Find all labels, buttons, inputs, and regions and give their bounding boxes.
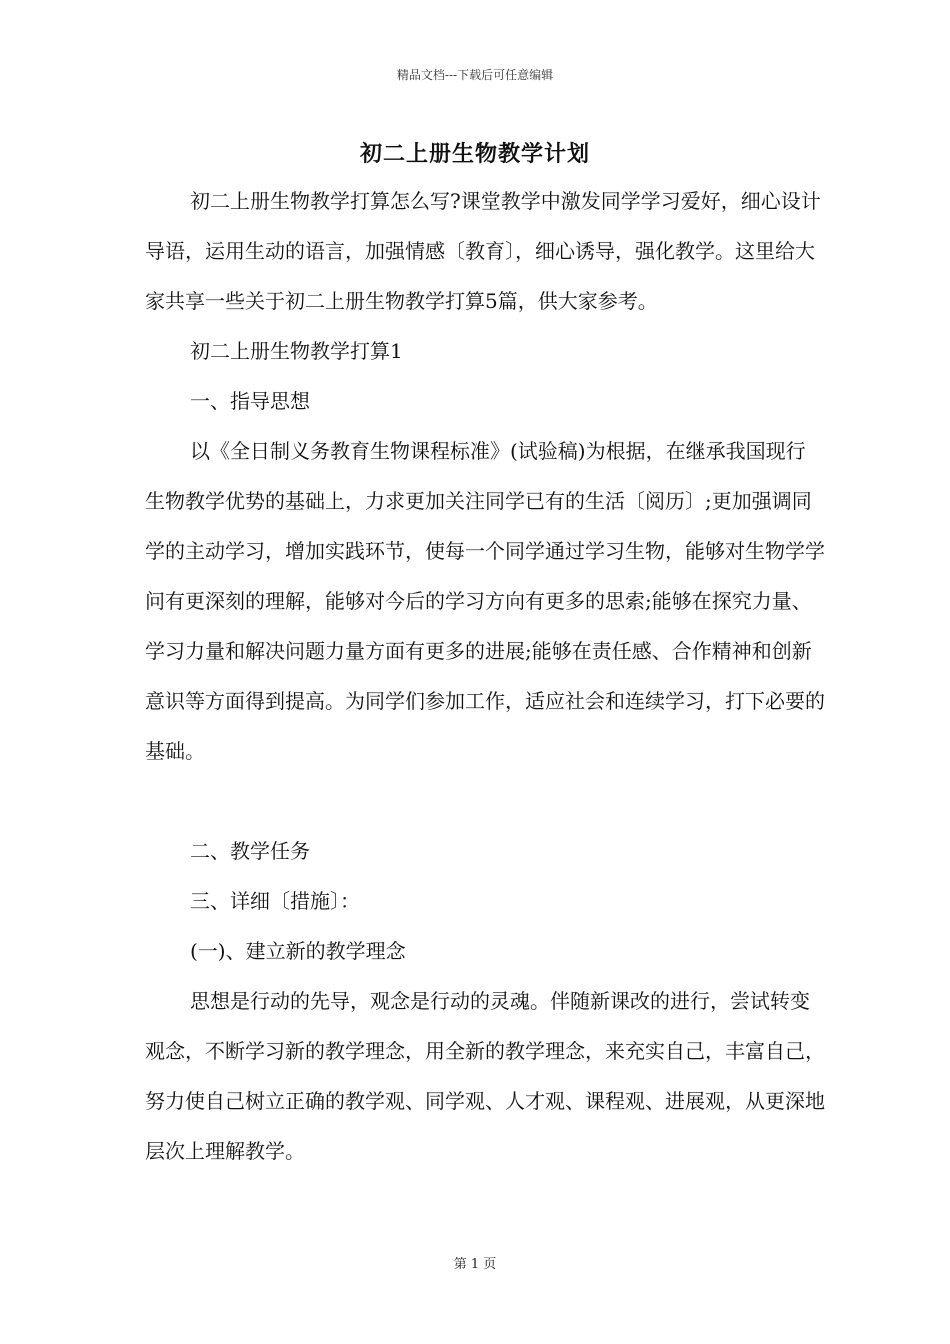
section-heading-guiding-ideology: 一、指导思想 bbox=[190, 389, 310, 413]
new-concept-paragraph: 思想是行动的先导，观念是行动的灵魂。伴随新课改的进行，尝试转变观念，不断学习新的教学理念，用全新的教学理念，来充实自己，丰富自己，努力使自己树立正确的教学观、同学观、人才观、课程观、进展观，从更深地层次上理解教学。 bbox=[145, 989, 825, 1163]
intro-paragraph: 初二上册生物教学打算怎么写?课堂教学中激发同学学习爱好，细心设计导语，运用生动的语言，加强情感〔教育〕，细心诱导，强化教学。这里给大家共享一些关于初二上册生物教学打算5篇，供大家参考。 bbox=[145, 189, 821, 313]
section-heading-plan-1: 初二上册生物教学打算1 bbox=[190, 339, 403, 363]
page-number: 第 1 页 bbox=[453, 1257, 497, 1272]
page-header: 精品文档---下载后可任意编辑 bbox=[396, 68, 554, 82]
document-title: 初二上册生物教学计划 bbox=[359, 141, 590, 167]
subsection-heading-new-concept: (一)、建立新的教学理念 bbox=[190, 939, 406, 963]
guiding-ideology-paragraph: 以《全日制义务教育生物课程标准》(试验稿)为根据，在继承我国现行生物教学优势的基础上，力求更加关注同学已有的生活〔阅历〕;更加强调同学的主动学习，增加实践环节，使每一个同学通过学习生物，能够对生物学学问有更深刻的理解，能够对今后的学习方向有更多的思索;能够在探究力量、学习力量和解决问题力量方面有更多的进展;能够在责任感、合作精神和创新意识等方面得到提高。为同学们参加工作，适应社会和连续学习，打下必要的基础。 bbox=[145, 439, 825, 763]
document-body bbox=[145, 176, 825, 1176]
section-heading-teaching-tasks: 二、教学任务 bbox=[190, 839, 310, 863]
section-heading-specific-measures: 三、详细〔措施〕： bbox=[190, 889, 360, 913]
